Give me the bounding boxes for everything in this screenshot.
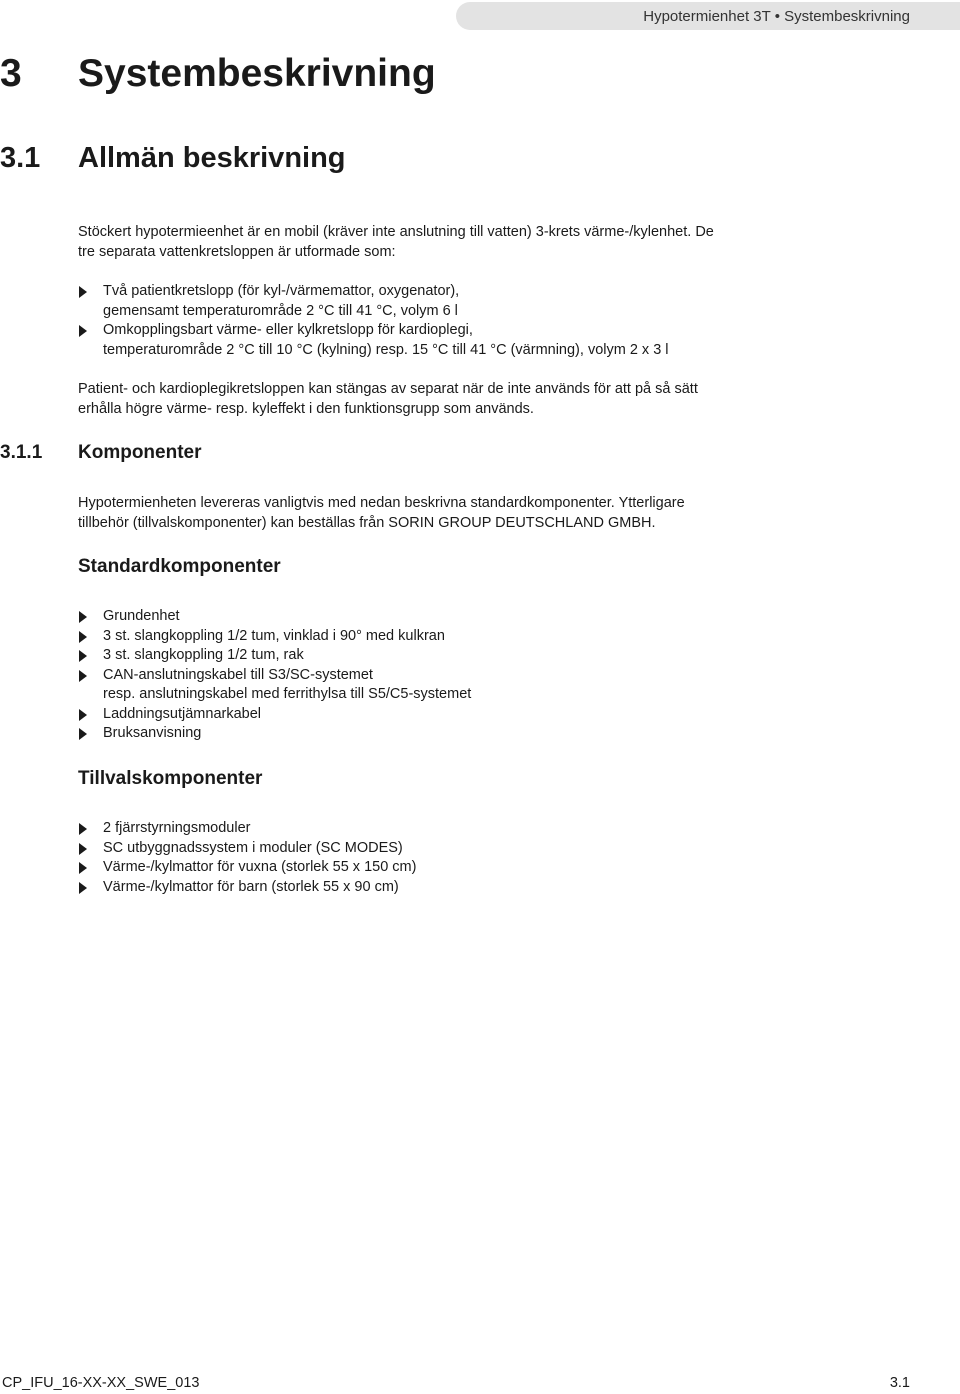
bullet-icon <box>79 823 87 835</box>
subsection-heading <box>0 442 202 464</box>
list-item-line: 2 fjärrstyrningsmoduler <box>103 820 251 836</box>
list-item <box>78 819 416 839</box>
bullet-icon <box>79 728 87 740</box>
list-item <box>78 666 471 705</box>
list-item <box>78 724 471 744</box>
paragraph-line: tillbehör (tillvalskomponenter) kan beställas från SORIN GROUP DEUTSCHLAND GMBH. <box>78 514 656 531</box>
list-item-line: 3 st. slangkoppling 1/2 tum, vinklad i 90° med kulkran <box>103 627 445 644</box>
running-header-text: Hypotermienhet 3T • Systembeskrivning <box>643 7 910 25</box>
footer-page-number: 3.1 <box>889 1375 910 1391</box>
optional-components-heading: Tillvalskomponenter <box>78 768 263 789</box>
intro-line: tre separata vattenkretsloppen är utformade som: <box>78 243 396 260</box>
list-item-line: Värme-/kylmattor för vuxna (storlek 55 x 150 cm) <box>103 859 417 875</box>
list-item-line: Bruksanvisning <box>103 725 202 741</box>
subsection-title: Komponenter <box>78 442 202 463</box>
list-item-line: SC utbyggnadssystem i moduler (SC MODES) <box>103 839 403 856</box>
bullet-icon <box>79 709 87 721</box>
standard-components-heading: Standardkomponenter <box>78 556 281 577</box>
list-item <box>78 627 471 647</box>
section-number: 3.1 <box>0 142 41 174</box>
bullet-icon <box>79 286 87 298</box>
bullet-icon <box>79 882 87 894</box>
list-item <box>78 858 416 878</box>
paragraph-line: Patient- och kardioplegikretsloppen kan stängas av separat när de inte används för att på så sätt <box>78 381 698 397</box>
list-item <box>78 321 669 360</box>
list-item-line: resp. anslutningskabel med ferrithylsa till S5/C5-systemet <box>103 686 472 702</box>
section-title: Allmän beskrivning <box>78 142 346 174</box>
list-item-line: gemensamt temperaturområde 2 °C till 41 °C, volym 6 l <box>103 302 458 319</box>
circuit-note-paragraph <box>78 380 778 419</box>
components-paragraph <box>78 494 778 533</box>
list-item <box>78 607 471 627</box>
section-heading <box>0 142 346 175</box>
circuit-list <box>78 282 669 360</box>
list-item-line: Laddningsutjämnarkabel <box>103 705 261 722</box>
list-item <box>78 282 669 321</box>
intro-paragraph <box>78 223 778 262</box>
list-item-line: 3 st. slangkoppling 1/2 tum, rak <box>103 647 304 663</box>
paragraph-line: erhålla högre värme- resp. kyleffekt i den funktionsgrupp som används. <box>78 400 534 417</box>
list-item-line: temperaturområde 2 °C till 10 °C (kylning) resp. 15 °C till 41 °C (värmning), volym 2 x 3 l <box>103 341 669 358</box>
paragraph-line: Hypotermienheten levereras vanligtvis med nedan beskrivna standardkomponenter. Ytterligare <box>78 495 685 511</box>
chapter-title: Systembeskrivning <box>78 52 436 95</box>
bullet-icon <box>79 670 87 682</box>
bullet-icon <box>79 611 87 623</box>
list-item <box>78 878 416 898</box>
bullet-icon <box>79 650 87 662</box>
list-item-line: CAN-anslutningskabel till S3/SC-systemet <box>103 666 373 683</box>
list-item-line: Värme-/kylmattor för barn (storlek 55 x 90 cm) <box>103 878 399 895</box>
chapter-heading <box>0 52 436 96</box>
list-item <box>78 839 416 859</box>
subsection-number: 3.1.1 <box>0 442 43 463</box>
standard-components-list <box>78 607 471 744</box>
list-item-line: Två patientkretslopp (för kyl-/värmemattor, oxygenator), <box>103 283 460 299</box>
footer-document-id: CP_IFU_16-XX-XX_SWE_013 <box>2 1375 200 1391</box>
bullet-icon <box>79 631 87 643</box>
list-item <box>78 705 471 725</box>
bullet-icon <box>79 862 87 874</box>
optional-components-list <box>78 819 416 897</box>
chapter-number: 3 <box>0 52 22 95</box>
bullet-icon <box>79 325 87 337</box>
list-item-line: Omkopplingsbart värme- eller kylkretslopp för kardioplegi, <box>103 322 473 338</box>
list-item <box>78 646 471 666</box>
list-item-line: Grundenhet <box>103 608 180 624</box>
intro-line: Stöckert hypotermieenhet är en mobil (kräver inte anslutning till vatten) 3-krets värme-/kylenhet. De <box>78 224 714 240</box>
running-header <box>456 2 960 30</box>
bullet-icon <box>79 843 87 855</box>
